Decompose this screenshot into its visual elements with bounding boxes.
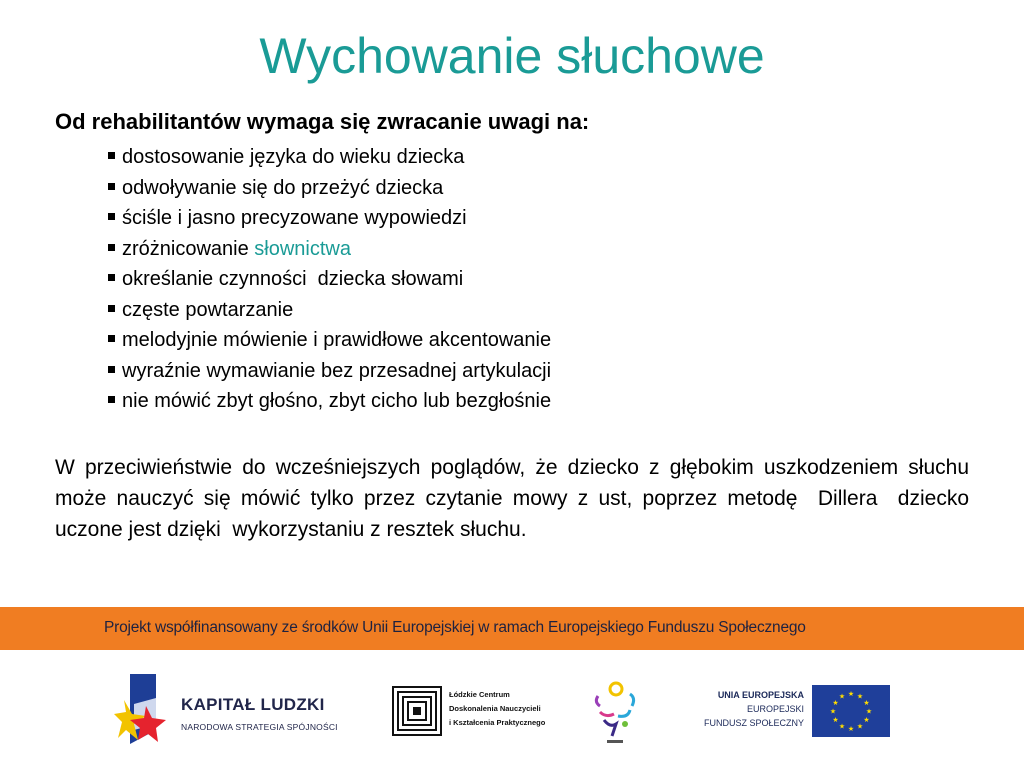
eu-flag-icon bbox=[812, 685, 890, 737]
svg-text:★: ★ bbox=[863, 699, 870, 707]
svg-text:★: ★ bbox=[829, 707, 837, 716]
square-bullet-icon bbox=[108, 305, 115, 312]
square-bullet-icon bbox=[108, 396, 115, 403]
square-bullet-icon bbox=[108, 183, 115, 190]
svg-text:★: ★ bbox=[856, 692, 864, 701]
svg-text:★: ★ bbox=[847, 690, 855, 698]
square-bullet-icon bbox=[108, 335, 115, 342]
bullet-list bbox=[108, 142, 551, 417]
svg-text:★: ★ bbox=[856, 722, 864, 731]
svg-text:★: ★ bbox=[838, 692, 846, 701]
kapital-ludzki-logo-icon bbox=[112, 670, 178, 752]
ldc-name: Łódzkie Centrum Doskonalenia Nauczycieli i Kształcenia Praktycznego bbox=[449, 690, 546, 727]
eu-label: UNIA EUROPEJSKA EUROPEJSKI FUNDUSZ SPOŁECZNY bbox=[703, 690, 804, 728]
list-item: wyraźnie wymawianie bez przesadnej artykulacji bbox=[108, 356, 551, 387]
list-item: melodyjnie mówienie i prawidłowe akcentowanie bbox=[108, 325, 551, 356]
slide-title: Wychowanie słuchowe bbox=[259, 28, 765, 84]
square-bullet-icon bbox=[108, 274, 115, 281]
list-item: zróżnicowanie słownictwa bbox=[108, 234, 551, 265]
list-item: ściśle i jasno precyzowane wypowiedzi bbox=[108, 203, 551, 234]
kapital-ludzki-subtitle: NARODOWA STRATEGIA SPÓJNOŚCI bbox=[181, 722, 338, 732]
funding-band bbox=[0, 607, 1024, 650]
svg-text:★: ★ bbox=[838, 722, 846, 731]
square-bullet-icon bbox=[108, 244, 115, 251]
svg-text:★: ★ bbox=[847, 725, 855, 733]
svg-text:★: ★ bbox=[865, 707, 873, 716]
body-paragraph: W przeciwieństwie do wcześniejszych poglądów, że dziecko z głębokim uszkodzeniem słuchu może nauczyć się mówić tylko przez czytanie mowy z ust, poprzez metodę Dillera dziecko uczone jest dzięki wykorzystaniu z resztek słuchu. bbox=[55, 456, 975, 541]
square-bullet-icon bbox=[108, 213, 115, 220]
intro-heading: Od rehabilitantów wymaga się zwracanie uwagi na: bbox=[55, 109, 590, 134]
svg-text:★: ★ bbox=[832, 716, 839, 724]
ldc-logo-icon bbox=[392, 686, 442, 736]
accent-word: słownictwa bbox=[254, 237, 351, 260]
list-item: odwoływanie się do przeżyć dziecka bbox=[108, 173, 551, 204]
list-item: nie mówić zbyt głośno, zbyt cicho lub bezgłośnie bbox=[108, 386, 551, 417]
square-bullet-icon bbox=[108, 152, 115, 159]
list-item: częste powtarzanie bbox=[108, 295, 551, 326]
kapital-ludzki-name: KAPITAŁ LUDZKI bbox=[181, 695, 325, 714]
funding-statement: Projekt współfinansowany ze środków Unii Europejskiej w ramach Europejskiego Funduszu Społecznego bbox=[104, 619, 806, 636]
list-item: określanie czynności dziecka słowami bbox=[108, 264, 551, 295]
svg-text:★: ★ bbox=[832, 699, 839, 707]
square-bullet-icon bbox=[108, 366, 115, 373]
colorful-figure-logo-icon bbox=[592, 680, 638, 744]
svg-text:★: ★ bbox=[863, 716, 870, 724]
list-item: dostosowanie języka do wieku dziecka bbox=[108, 142, 551, 173]
